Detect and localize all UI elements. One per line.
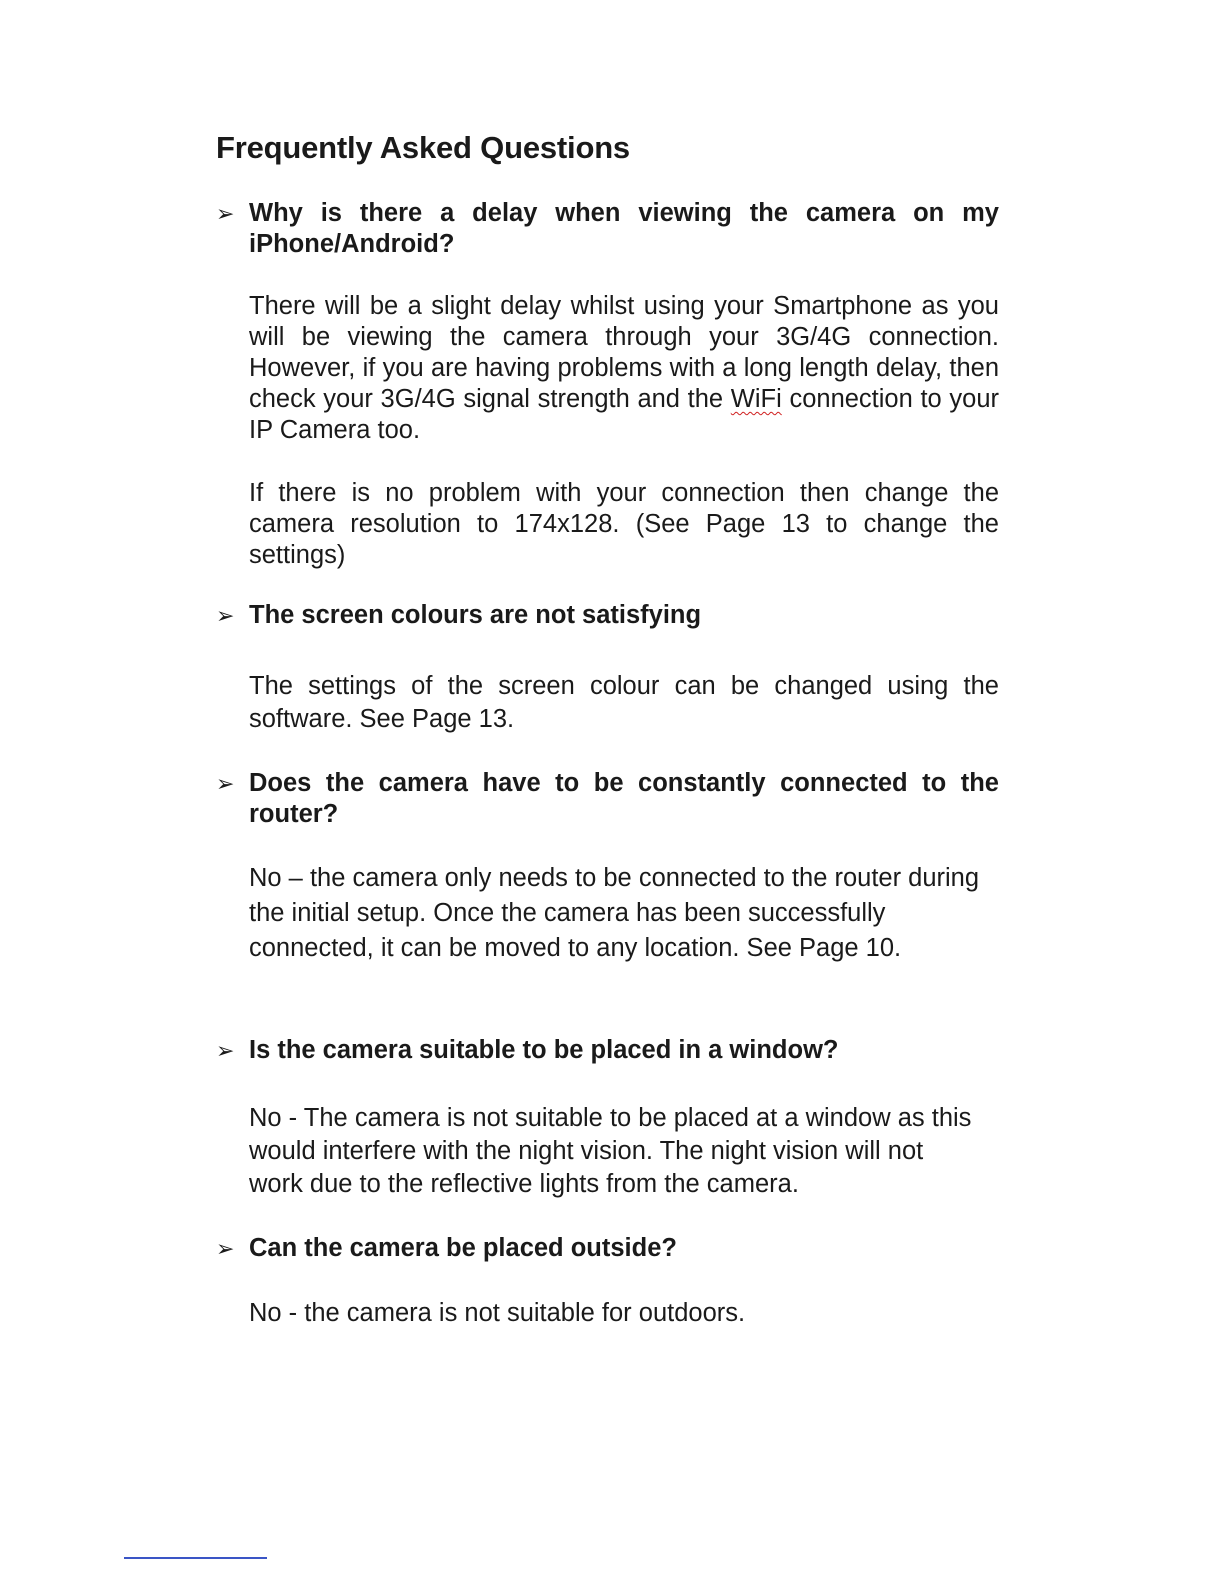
arrow-bullet-icon: ➢ (216, 771, 235, 796)
faq-answer-text: connection to your IP Camera too. (249, 385, 1000, 444)
arrow-bullet-icon: ➢ (216, 603, 235, 628)
faq-question-5 (216, 1233, 999, 1264)
faq-question-text: Why is there a delay when viewing the camera on my iPhone/Android? (249, 199, 999, 258)
faq-question-4 (216, 1035, 999, 1066)
faq-question-1 (216, 198, 999, 260)
footnote-separator (124, 1557, 267, 1559)
arrow-bullet-icon: ➢ (216, 201, 235, 226)
spelling-flag: WiFi (730, 385, 782, 413)
faq-answer-1 (249, 291, 999, 446)
faq-answer-3: No – the camera only needs to be connected to the router during the initial setup. Once the camera has been successfully connected, it can be moved to any location. See Page 10. (249, 864, 980, 962)
faq-question-text: Is the camera suitable to be placed in a window? (249, 1036, 839, 1064)
faq-answer-1b: If there is no problem with your connection then change the camera resolution to 174x128. (See Page 13 to change the settings) (249, 479, 999, 569)
faq-question-text: Can the camera be placed outside? (249, 1234, 677, 1262)
arrow-bullet-icon: ➢ (216, 1038, 235, 1063)
faq-question-text: Does the camera have to be constantly connected to the router? (249, 769, 999, 828)
faq-answer-5: No - the camera is not suitable for outdoors. (249, 1299, 746, 1327)
page-title: Frequently Asked Questions (216, 130, 630, 165)
faq-question-text: The screen colours are not satisfying (249, 601, 702, 629)
faq-answer-text: There will be a slight delay whilst using your Smartphone as you will be viewing the camera through your 3G/4G connection. However, if you are having problems with a long length delay, then check your 3G/4G signal strength and the (249, 292, 999, 413)
faq-answer-4: No - The camera is not suitable to be placed at a window as this would interfere with the night vision. The night vision will not work due to the reflective lights from the camera. (249, 1104, 972, 1198)
faq-question-3 (216, 768, 999, 830)
faq-answer-2: The settings of the screen colour can be changed using the software. See Page 13. (249, 672, 999, 733)
faq-question-2 (216, 600, 999, 631)
arrow-bullet-icon: ➢ (216, 1236, 235, 1261)
